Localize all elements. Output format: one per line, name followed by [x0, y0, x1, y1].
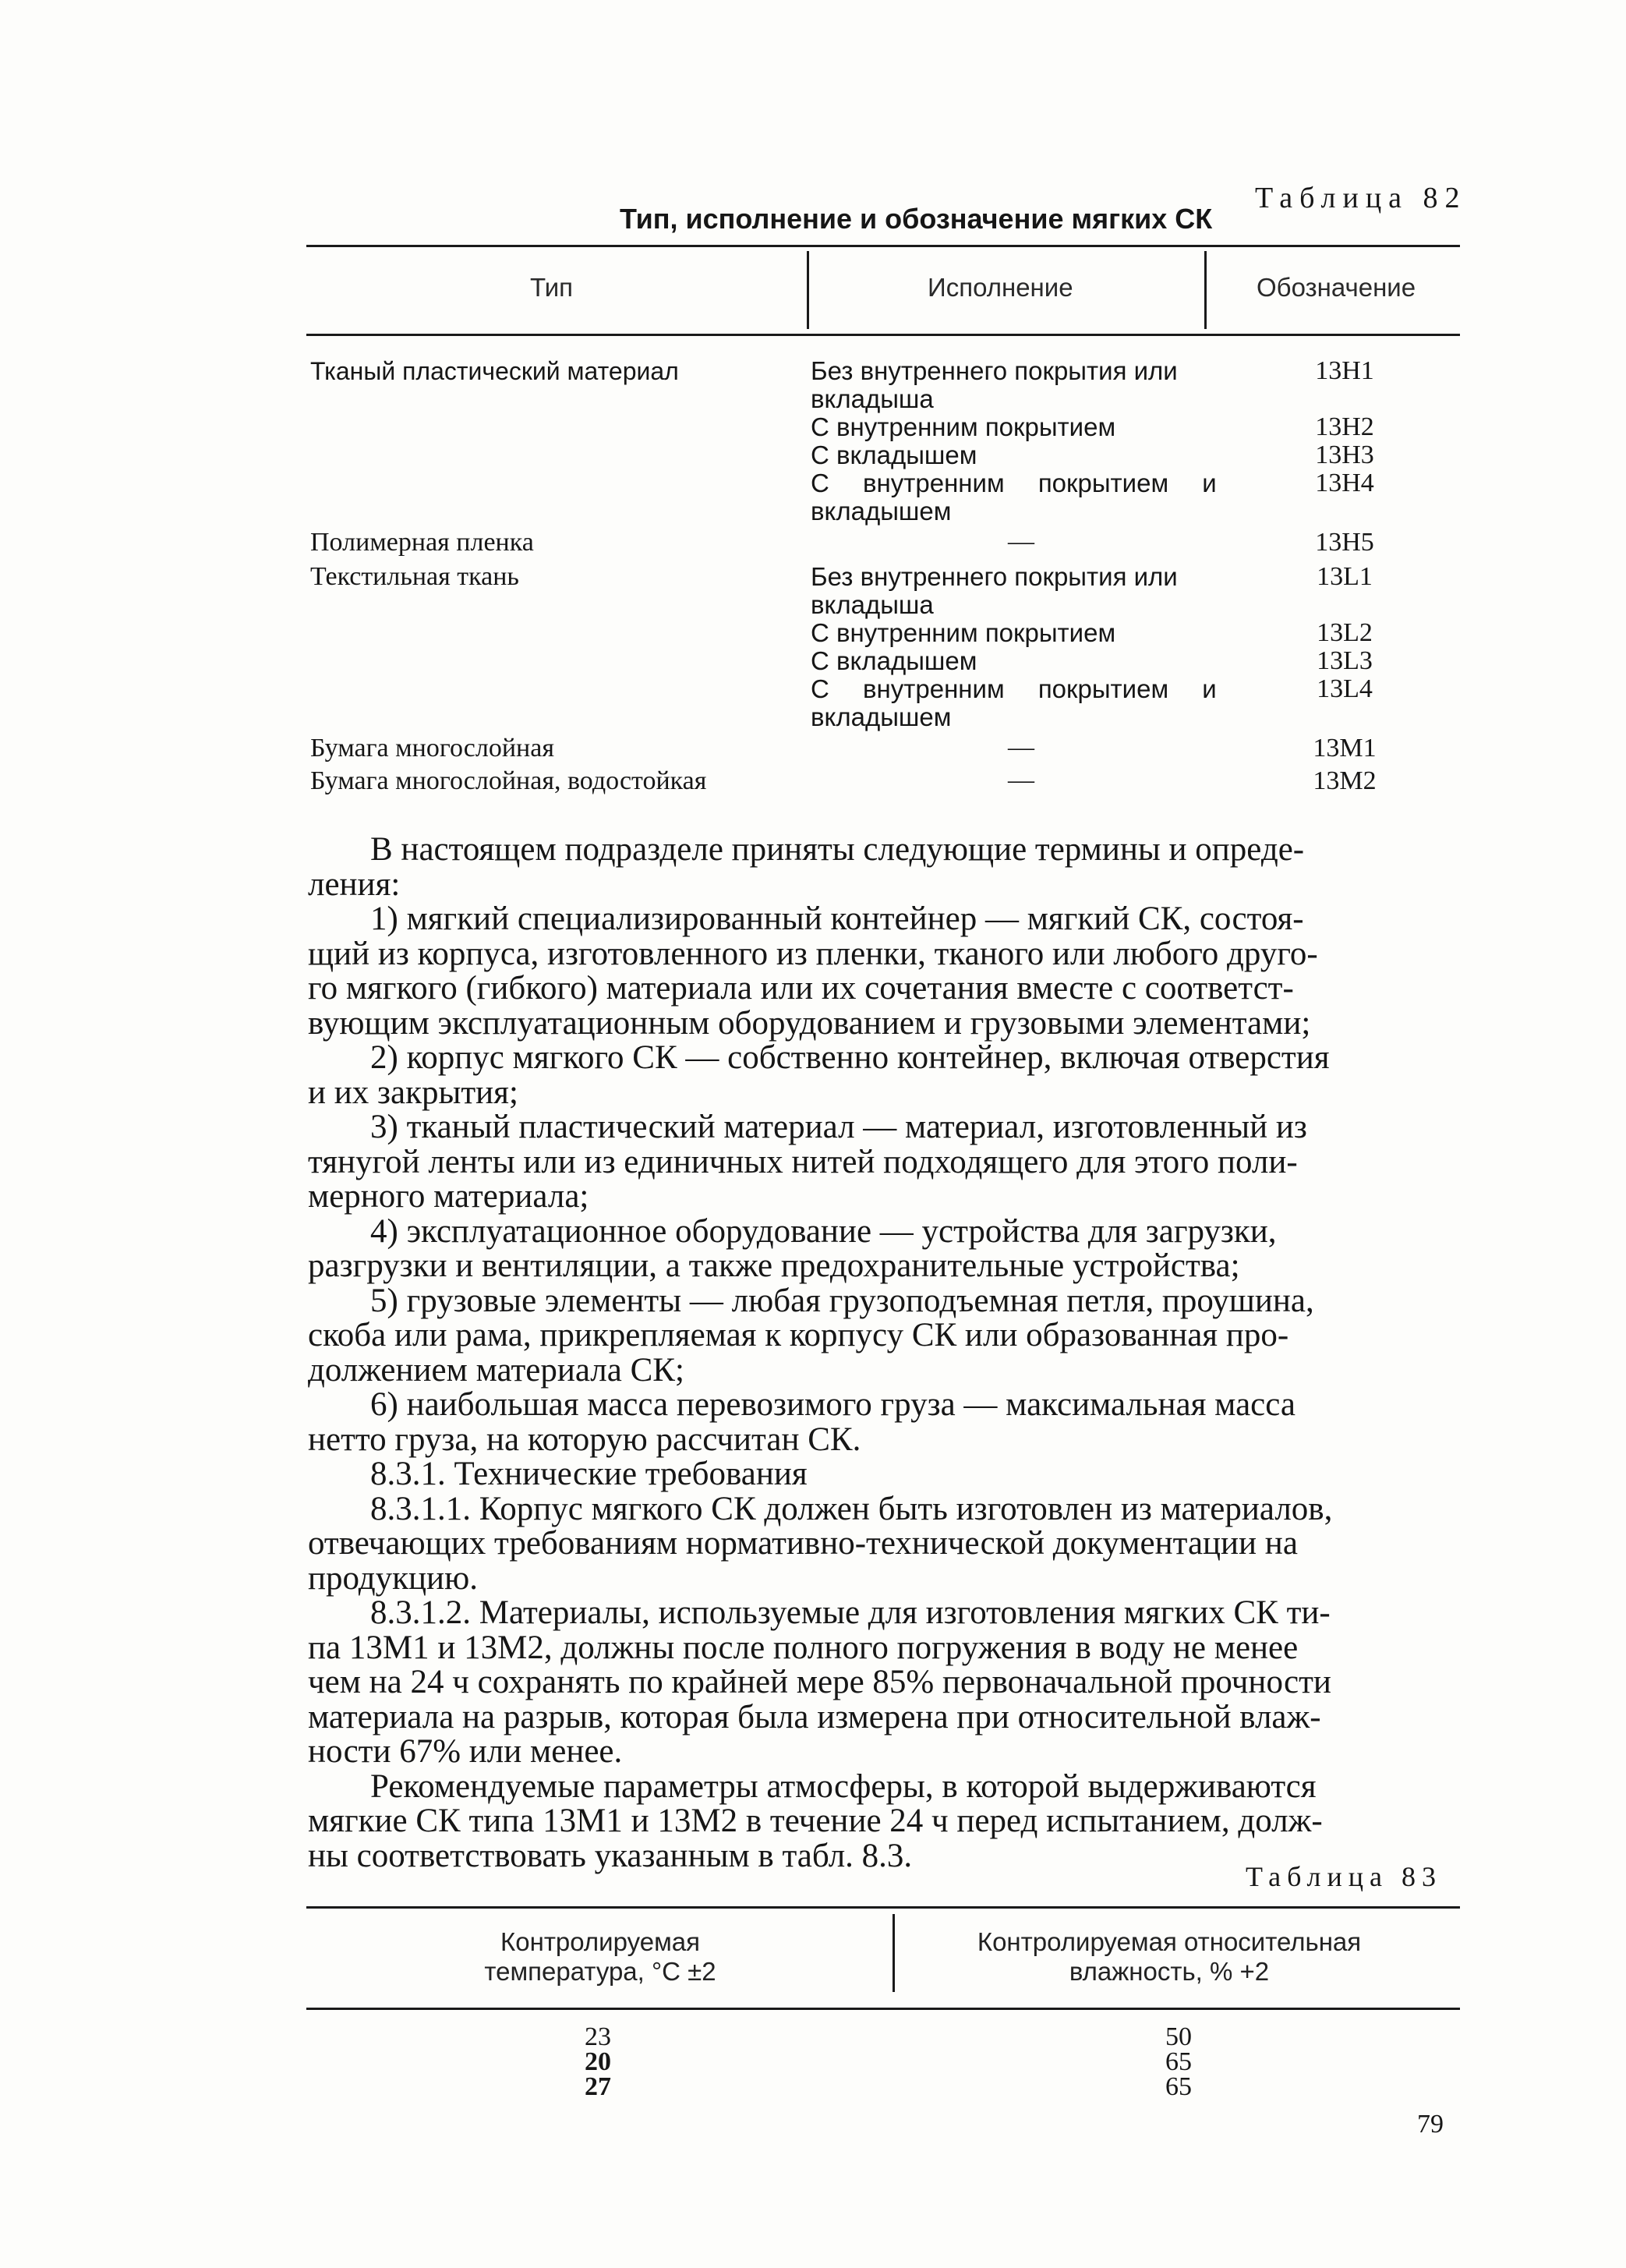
- table-82-label: Таблица 82: [1255, 182, 1467, 214]
- table-82-execution-cell: [811, 675, 1232, 731]
- table-82-execution-dash: —: [1008, 527, 1034, 556]
- text-line: 8.3.1.2. Материалы, используемые для изготовления мягких СК ти-: [370, 1594, 1331, 1631]
- text-line: мерного материала;: [308, 1178, 589, 1215]
- section-heading: [308, 1457, 1462, 1492]
- text-line: щий из корпуса, изготовленного из пленки, тканого или любого друго-: [308, 935, 1318, 972]
- table-82-execution-line: Без внутреннего покрытия или: [811, 562, 1178, 591]
- table-82-code-cell: 13M2: [1313, 766, 1377, 795]
- table-82-code-cell: 13H4: [1315, 469, 1374, 497]
- table-82-execution-line: С внутренним покрытием: [811, 618, 1116, 647]
- table-82-execution-line: С вкладышем: [811, 441, 977, 469]
- header-line: Контролируемая: [500, 1927, 700, 1956]
- table-83-header-temperature: [437, 1927, 764, 1987]
- table-83-top-rule: [306, 1906, 1460, 1909]
- table-83-temperature-cell: 23: [585, 2022, 611, 2051]
- header-line: температура, °С ±2: [484, 1957, 716, 1986]
- table-82-execution-line: С вкладышем: [811, 646, 977, 675]
- table-82-title: Тип, исполнение и обозначение мягких СК: [620, 203, 1213, 235]
- intro-paragraph: [308, 833, 1462, 902]
- clause-8-3-1-2: [308, 1596, 1462, 1770]
- table-82-code-cell: 13L3: [1317, 646, 1373, 675]
- recommended-parameters-paragraph: [308, 1767, 1462, 1874]
- table-83-temperature-cell: 20: [585, 2047, 611, 2076]
- table-82-execution-line: вкладышем: [811, 702, 952, 731]
- text-line: отвечающих требованиям нормативно-технической документации на: [308, 1525, 1298, 1562]
- table-83-temperature-cell: 27: [585, 2072, 611, 2101]
- table-82-top-rule: [306, 245, 1460, 247]
- page-number: 79: [1417, 2110, 1444, 2139]
- table-83-column-divider: [893, 1914, 895, 1992]
- definition-item-4: [308, 1212, 1462, 1284]
- text-line: ны соответствовать указанным в табл. 8.3.: [308, 1837, 913, 1874]
- table-82-execution-cell: [811, 469, 1232, 525]
- text-line: 8.3.1. Технические требования: [370, 1456, 808, 1492]
- definition-item-2: [308, 1041, 1462, 1110]
- table-82-execution-cell: [811, 619, 1232, 647]
- table-82-execution-dash: —: [1008, 733, 1034, 762]
- table-82-type-cell: Текстильная ткань: [310, 562, 519, 591]
- text-line: вующим эксплуатационным оборудованием и грузовыми элементами;: [308, 1004, 1311, 1042]
- table-82-type-cell: Тканый пластический материал: [310, 357, 679, 385]
- table-82-code-cell: 13H3: [1315, 441, 1374, 469]
- header-line: Контролируемая относительная: [977, 1927, 1362, 1956]
- text-line: тянугой ленты или из единичных нитей подходящего для этого поли-: [308, 1143, 1298, 1180]
- text-line: 8.3.1.1. Корпус мягкого СК должен быть изготовлен из материалов,: [370, 1490, 1333, 1527]
- table-83-label: Таблица 83: [1246, 1861, 1442, 1892]
- table-83-humidity-cell: 65: [1165, 2072, 1192, 2101]
- table-83-humidity-cell: 50: [1165, 2022, 1192, 2051]
- text-line: В настоящем подразделе приняты следующие термины и опреде-: [370, 831, 1305, 868]
- table-82-header-designation: Обозначение: [1257, 273, 1416, 302]
- table-82-header-execution: Исполнение: [928, 273, 1073, 302]
- table-82-header-type: Тип: [530, 273, 574, 302]
- table-82-execution-line: С внутренним покрытием и: [811, 469, 1217, 497]
- table-82-execution-cell: [811, 441, 1232, 469]
- table-83-header-humidity: [951, 1927, 1387, 1987]
- table-82-code-cell: 13H5: [1315, 528, 1374, 557]
- table-82-code-cell: 13L4: [1317, 674, 1373, 703]
- table-82-type-cell: Полимерная пленка: [310, 528, 534, 557]
- text-line: 3) тканый пластический материал — материал, изготовленный из: [370, 1109, 1307, 1145]
- text-line: нетто груза, на которую рассчитан СК.: [308, 1421, 861, 1458]
- table-82-execution-line: вкладышем: [811, 497, 952, 525]
- definition-item-6: [308, 1388, 1462, 1457]
- definition-item-5: [308, 1284, 1462, 1389]
- text-line: 2) корпус мягкого СК — собственно контейнер, включая отверстия: [370, 1039, 1330, 1076]
- text-line: па 13M1 и 13M2, должны после полного погружения в воду не менее: [308, 1629, 1299, 1666]
- clause-8-3-1-1: [308, 1492, 1462, 1597]
- table-82-code-cell: 13L2: [1317, 618, 1373, 647]
- table-83-header-rule: [306, 2008, 1460, 2010]
- text-line: чем на 24 ч сохранять по крайней мере 85% первоначальной прочности: [308, 1664, 1331, 1700]
- table-82-execution-line: вкладыша: [811, 384, 934, 413]
- text-line: ности 67% или менее.: [308, 1733, 623, 1770]
- text-line: разгрузки и вентиляции, а также предохранительные устройства;: [308, 1247, 1240, 1284]
- table-82-type-cell: Бумага многослойная: [310, 734, 554, 762]
- table-82-execution-cell: [811, 413, 1232, 441]
- text-line: ления:: [308, 865, 401, 903]
- table-82-code-cell: 13H1: [1315, 356, 1374, 385]
- text-line: 5) грузовые элементы — любая грузоподъемная петля, проушина,: [370, 1282, 1314, 1319]
- table-82-type-cell: Бумага многослойная, водостойкая: [310, 766, 707, 795]
- table-82-execution-line: С внутренним покрытием: [811, 412, 1116, 441]
- table-82-code-cell: 13H2: [1315, 412, 1374, 441]
- table-82-column-divider: [1204, 251, 1207, 329]
- body-text: [308, 833, 1462, 1873]
- text-line: мягкие СК типа 13M1 и 13M2 в течение 24 ч перед испытанием, долж-: [308, 1803, 1323, 1839]
- text-line: скоба или рама, прикрепляемая к корпусу СК или образованная про-: [308, 1317, 1289, 1353]
- text-line: и их закрытия;: [308, 1074, 518, 1111]
- text-line: 4) эксплуатационное оборудование — устройства для загрузки,: [370, 1212, 1277, 1250]
- table-82-execution-cell: [811, 563, 1232, 619]
- text-line: должением материала СК;: [308, 1351, 684, 1389]
- definition-item-1: [308, 902, 1462, 1041]
- table-82-execution-cell: [811, 647, 1232, 675]
- table-83-humidity-cell: 65: [1165, 2047, 1192, 2076]
- text-line: материала на разрыв, которая была измерена при относительной влаж-: [308, 1698, 1321, 1735]
- text-line: продукцию.: [308, 1559, 478, 1597]
- table-82-execution-line: вкладыша: [811, 590, 934, 619]
- table-82-code-cell: 13M1: [1313, 734, 1377, 762]
- table-82-column-divider: [807, 251, 809, 329]
- table-82-code-cell: 13L1: [1317, 562, 1373, 591]
- table-82-execution-line: С внутренним покрытием и: [811, 674, 1217, 703]
- header-line: влажность, % +2: [1069, 1957, 1270, 1986]
- text-line: Рекомендуемые параметры атмосферы, в которой выдерживаются: [370, 1767, 1317, 1805]
- definition-item-3: [308, 1110, 1462, 1215]
- table-82-execution-line: Без внутреннего покрытия или: [811, 356, 1178, 385]
- text-line: 1) мягкий специализированный контейнер — мягкий СК, состоя-: [370, 900, 1304, 937]
- text-line: го мягкого (гибкого) материала или их сочетания вместе с соответст-: [308, 970, 1294, 1007]
- table-82-execution-dash: —: [1008, 766, 1034, 794]
- table-82-execution-cell: [811, 357, 1232, 413]
- table-82-header-rule: [306, 334, 1460, 336]
- text-line: 6) наибольшая масса перевозимого груза — максимальная масса: [370, 1386, 1295, 1423]
